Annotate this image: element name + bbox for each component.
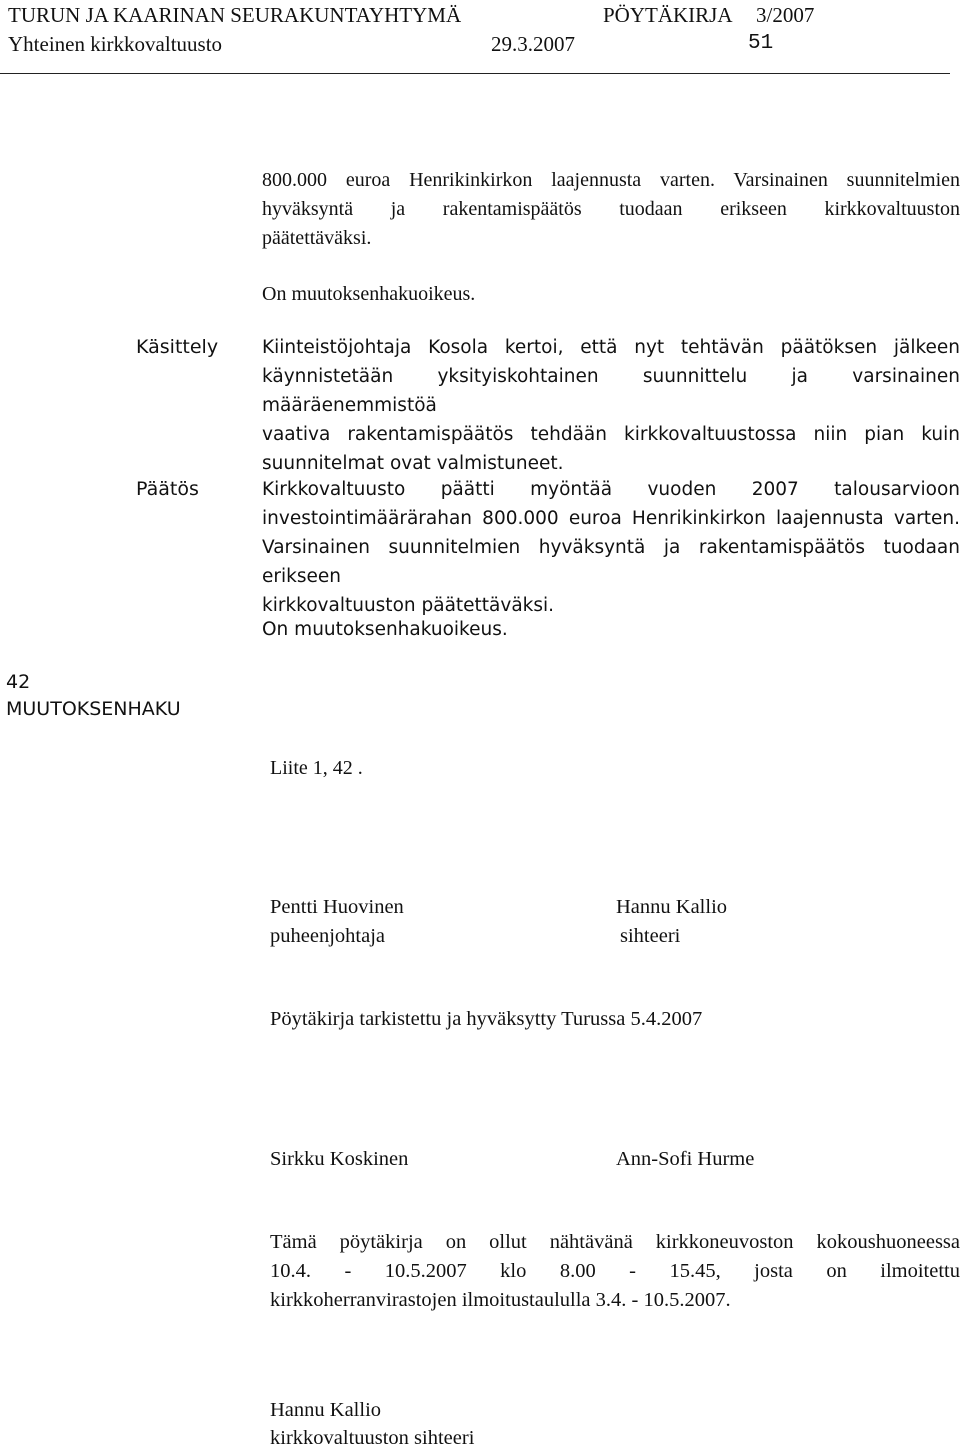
verification-statement: Pöytäkirja tarkistettu ja hyväksytty Turussa 5.4.2007 [270, 1008, 703, 1030]
text-line: Kiinteistöjohtaja Kosola kertoi, että nyt tehtävän päätöksen jälkeen [262, 337, 960, 358]
paatos-text [262, 475, 960, 620]
text-line: Kirkkovaltuusto päätti myöntää vuoden 2007 talousarvioon [262, 479, 960, 500]
text-line: Tämä pöytäkirja on ollut nähtävänä kirkkoneuvoston kokoushuoneessa [270, 1231, 960, 1253]
meeting-date: 29.3.2007 [491, 32, 575, 56]
final-signer-role: kirkkovaltuuston sihteeri [270, 1427, 475, 1449]
section-number: 42 [6, 671, 31, 693]
text-line: investointimäärärahan 800.000 euroa Henrikinkirkon laajennusta varten. [262, 508, 960, 529]
chair-role: puheenjohtaja [270, 925, 385, 947]
checker-name-2: Ann-Sofi Hurme [616, 1148, 755, 1170]
text-line: 800.000 euroa Henrikinkirkon laajennusta varten. Varsinainen suunnitelmien [262, 169, 960, 191]
page-number: 51 [748, 32, 774, 55]
text-line: Varsinainen suunnitelmien hyväksyntä ja rakentamispäätös tuodaan erikseen [262, 537, 960, 587]
text-line: kirkkovaltuuston päätettäväksi. [262, 595, 555, 616]
continued-decision-text [262, 166, 960, 253]
final-signer-name: Hannu Kallio [270, 1399, 382, 1421]
appeal-right-decision: On muutoksenhakuoikeus. [262, 619, 508, 640]
appeal-right-top: On muutoksenhakuoikeus. [262, 283, 476, 305]
attachment-reference: Liite 1, 42 . [270, 757, 363, 779]
text-line: 10.4. - 10.5.2007 klo 8.00 - 15.45, josta on ilmoitettu [270, 1260, 960, 1282]
document-number: 3/2007 [756, 3, 815, 27]
section-title: MUUTOKSENHAKU [6, 698, 181, 720]
text-line: käynnistetään yksityiskohtainen suunnittelu ja varsinainen määräenemmistöä [262, 366, 960, 416]
kasittely-text [262, 333, 960, 478]
paatos-label: Päätös [136, 478, 199, 500]
body-name: Yhteinen kirkkovaltuusto [8, 32, 223, 56]
text-line: hyväksyntä ja rakentamispäätös tuodaan erikseen kirkkovaltuuston [262, 198, 960, 220]
kasittely-label: Käsittely [136, 336, 219, 358]
text-line: suunnitelmat ovat valmistuneet. [262, 453, 564, 474]
secretary-role: sihteeri [620, 925, 681, 947]
chair-name: Pentti Huovinen [270, 896, 404, 918]
text-line: vaativa rakentamispäätös tehdään kirkkovaltuustossa niin pian kuin [262, 424, 960, 445]
organization-name: TURUN JA KAARINAN SEURAKUNTAYHTYMÄ [8, 3, 462, 27]
checker-name-1: Sirkku Koskinen [270, 1148, 409, 1170]
text-line: päätettäväksi. [262, 227, 372, 249]
public-notice [270, 1228, 960, 1315]
header-divider [0, 73, 950, 74]
text-line: kirkkoherranvirastojen ilmoitustaululla 3.4. - 10.5.2007. [270, 1289, 731, 1311]
document-type: PÖYTÄKIRJA [603, 3, 733, 27]
secretary-name: Hannu Kallio [616, 896, 728, 918]
